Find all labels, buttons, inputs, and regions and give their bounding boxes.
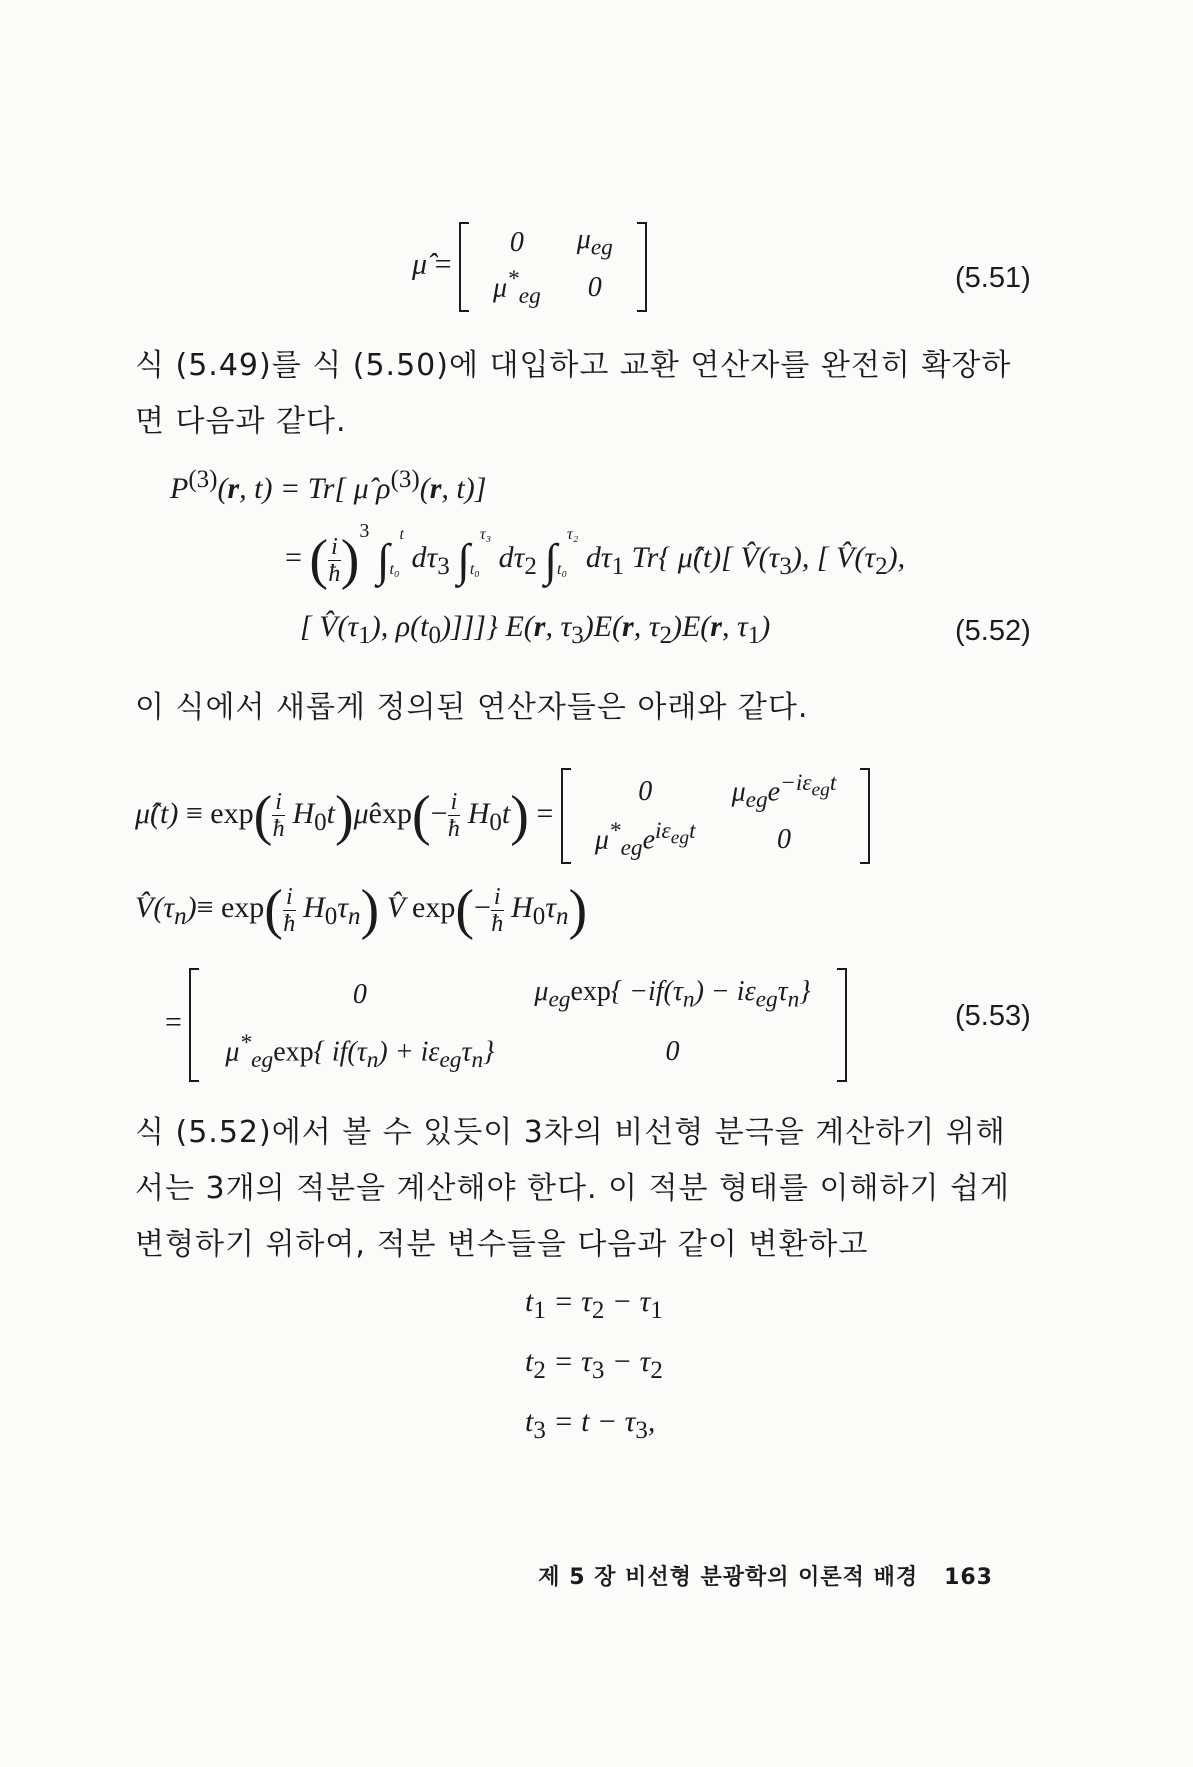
- equation-number: (5.53): [955, 1000, 1031, 1032]
- paragraph: 이 식에서 새롭게 정의된 연산자들은 아래와 같다.: [135, 690, 809, 725]
- equation-number: (5.51): [955, 262, 1031, 294]
- substitution-t3: $t_3 = t - \tau_3$,: [525, 1405, 656, 1444]
- page-number: 163: [944, 1565, 993, 1590]
- equation-5-51: μ̂ = 0 $\mu_{eg}$ $\mu^*_{eg}$ 0: [412, 222, 647, 312]
- equation-5-52-line2: = ( $\frac{i}{ħ}$ )$^3$ $\int_{t_0}^t$ $d\tau_3$ $\int_{t_0}^{\tau_3}$ $d\tau_2$ $\int_{t_0}^{\tau_2}$ $d\tau_1$ Tr{ μ̂(t)[ $V̂(\tau_3)$, [ $V̂(\tau_2)$,: [285, 520, 906, 592]
- equation-v-tau: $V̂(\tau_n)\equiv \exp$( $\frac{i}{ħ}$ $H_0\tau_n$) V̂ exp(− $\frac{i}{ħ}$ $H_0\tau_n$): [135, 879, 588, 941]
- chapter-title: 제 5 장 비선형 분광학의 이론적 배경: [538, 1565, 919, 1590]
- dipole-matrix: 0 $\mu_{eg}$ $\mu^*_{eg}$ 0: [459, 222, 647, 312]
- equation-5-52-line1: $P^{(3)}(r$, t) = Tr[ μ̂ $\rho^{(3)}(r$, t)]: [170, 466, 487, 505]
- mu-t-matrix: 0 $\mu_{eg}e^{-i\varepsilon_{eg}t}$ $\mu^*_{eg}e^{i\varepsilon_{eg}t}$ 0: [561, 768, 871, 864]
- substitution-t2: $t_2 = \tau_3 - \tau_2$: [525, 1345, 663, 1384]
- paragraph: 식 (5.52)에서 볼 수 있듯이 3차의 비선형 분극을 계산하기 위해서는 3개의 적분을 계산해야 한다. 이 적분 형태를 이해하기 쉽게 변형하기 위하여, 적분 변수들을 다음과 같이 변환하고: [135, 1115, 1010, 1262]
- paragraph: 식 (5.49)를 식 (5.50)에 대입하고 교환 연산자를 완전히 확장하면 다음과 같다.: [135, 348, 1012, 439]
- v-tau-matrix: 0 $\mu_{eg}\exp\{ -if(\tau_n) - i\varepsilon_{eg}\tau_n\}$ $\mu^*_{eg}\exp${ $if(\tau_n) + i\varepsilon_{eg}\tau_n$} 0: [189, 968, 846, 1082]
- equation-number: (5.52): [955, 615, 1031, 647]
- running-footer: [538, 1560, 993, 1591]
- substitution-t1: $t_1 = \tau_2 - \tau_1$: [525, 1285, 663, 1324]
- equation-5-52-line3: [ $V̂(\tau_1)$, $\rho(t_0)$]]]} E(r, $\tau_3)E(r$, $\tau_2)E(r$, $\tau_1$): [300, 610, 771, 649]
- equation-v-tau-matrix: = 0 $\mu_{eg}\exp\{ -if(\tau_n) - i\varepsilon_{eg}\tau_n\}$ $\mu^*_{eg}\exp${ $if(\tau_n) + i\varepsilon_{eg}\tau_n$} 0: [165, 968, 847, 1082]
- equation-mu-t: μ̂(t) ≡ exp( $\frac{i}{ħ}$ $H_0t)\mû\exp(-$ $\frac{i}{ħ}$ $H_0t$) = 0 $\mu_{eg}e^{-i\varepsilon_{eg}t}$ $\mu^*_{eg}e^{i\varepsilon_{eg}t}$ 0: [135, 768, 870, 864]
